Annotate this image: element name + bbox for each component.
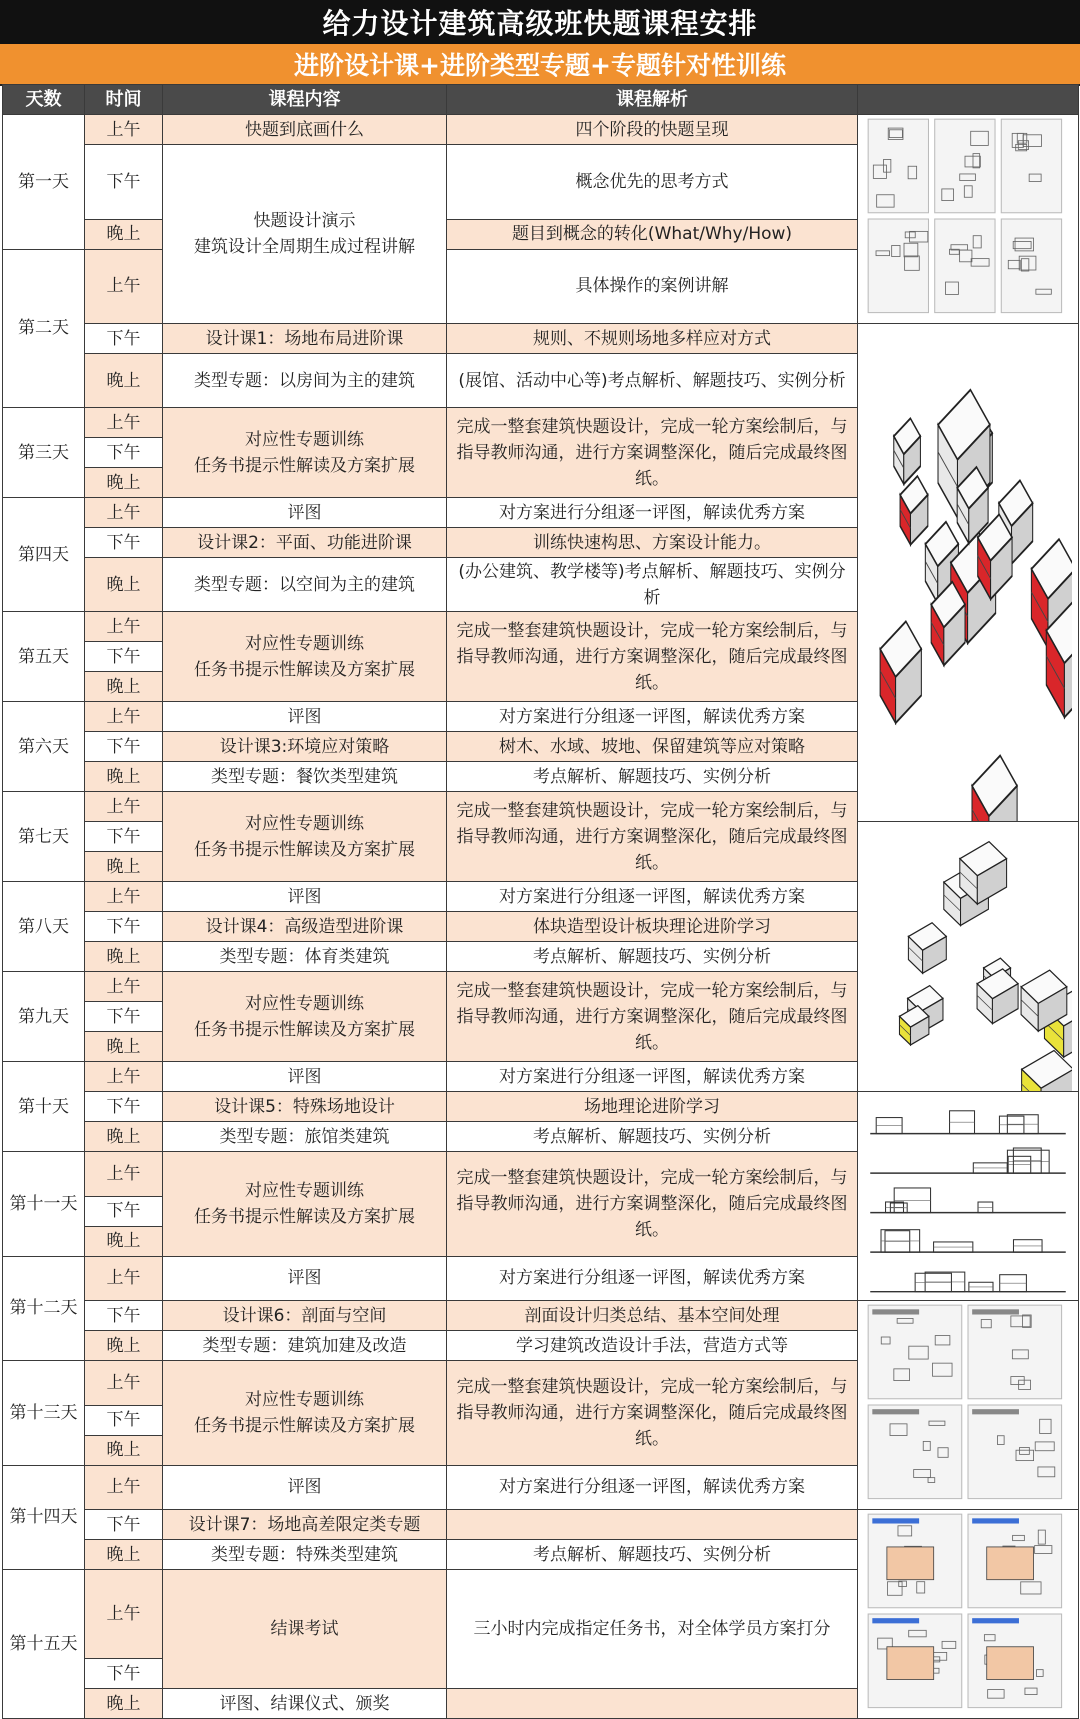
time-slot: 上午 bbox=[85, 882, 163, 912]
page-subtitle: 进阶设计课+进阶类型专题+专题针对性训练 bbox=[0, 44, 1080, 86]
time-slot: 晚上 bbox=[85, 762, 163, 792]
time-slot: 晚上 bbox=[85, 1689, 163, 1719]
course-analysis: 对方案进行分组逐一评图，解读优秀方案 bbox=[447, 1062, 858, 1092]
time-slot: 下午 bbox=[85, 1092, 163, 1122]
course-analysis: 树木、水域、坡地、保留建筑等应对策略 bbox=[447, 732, 858, 762]
time-slot: 上午 bbox=[85, 115, 163, 145]
course-content: 设计课1：场地布局进阶课 bbox=[163, 324, 447, 354]
time-slot: 上午 bbox=[85, 792, 163, 822]
course-content: 类型专题：餐饮类型建筑 bbox=[163, 762, 447, 792]
sketch-image-sections bbox=[858, 1092, 1079, 1301]
course-analysis: (展馆、活动中心等)考点解析、解题技巧、实例分析 bbox=[447, 354, 858, 408]
course-analysis: 剖面设计归类总结、基本空间处理 bbox=[447, 1301, 858, 1331]
day-label: 第十五天 bbox=[3, 1570, 85, 1719]
course-analysis: (办公建筑、教学楼等)考点解析、解题技巧、实例分析 bbox=[447, 558, 858, 612]
time-slot: 晚上 bbox=[85, 1331, 163, 1361]
course-content: 设计课7：场地高差限定类专题 bbox=[163, 1510, 447, 1540]
table-row bbox=[3, 324, 1079, 354]
course-content: 评图 bbox=[163, 1256, 447, 1301]
course-analysis: 四个阶段的快题呈现 bbox=[447, 115, 858, 145]
course-content: 对应性专题训练 任务书提示性解读及方案扩展 bbox=[163, 792, 447, 882]
course-analysis: 训练快速构思、方案设计能力。 bbox=[447, 528, 858, 558]
course-analysis: 完成一整套建筑快题设计，完成一轮方案绘制后，与指导教师沟通，进行方案调整深化，随后完成最终图纸。 bbox=[447, 408, 858, 498]
course-analysis: 完成一整套建筑快题设计，完成一轮方案绘制后，与指导教师沟通，进行方案调整深化，随后完成最终图纸。 bbox=[447, 1361, 858, 1466]
time-slot: 下午 bbox=[85, 1510, 163, 1540]
time-slot: 下午 bbox=[85, 642, 163, 672]
course-analysis: 对方案进行分组逐一评图，解读优秀方案 bbox=[447, 1256, 858, 1301]
course-content: 评图、结课仪式、颁奖 bbox=[163, 1689, 447, 1719]
course-content: 设计课3:环境应对策略 bbox=[163, 732, 447, 762]
schedule-table bbox=[2, 84, 1079, 1719]
course-analysis: 题目到概念的转化(What/Why/How) bbox=[447, 219, 858, 249]
time-slot: 晚上 bbox=[85, 1540, 163, 1570]
architecture-sketch-icon bbox=[864, 324, 1072, 821]
course-analysis: 体块造型设计板块理论进阶学习 bbox=[447, 912, 858, 942]
course-analysis: 考点解析、解题技巧、实例分析 bbox=[447, 762, 858, 792]
day-label: 第五天 bbox=[3, 612, 85, 702]
day-label: 第三天 bbox=[3, 408, 85, 498]
architecture-sketch-icon bbox=[864, 115, 1072, 323]
time-slot: 上午 bbox=[85, 1570, 163, 1659]
course-analysis: 概念优先的思考方式 bbox=[447, 145, 858, 220]
course-content: 设计课5：特殊场地设计 bbox=[163, 1092, 447, 1122]
course-analysis: 完成一整套建筑快题设计，完成一轮方案绘制后，与指导教师沟通，进行方案调整深化，随后完成最终图纸。 bbox=[447, 612, 858, 702]
table-row bbox=[3, 1092, 1079, 1122]
course-analysis: 对方案进行分组逐一评图，解读优秀方案 bbox=[447, 882, 858, 912]
sketch-image-sketch-yellow bbox=[858, 822, 1079, 1092]
time-slot: 上午 bbox=[85, 498, 163, 528]
time-slot: 下午 bbox=[85, 1002, 163, 1032]
time-slot: 晚上 bbox=[85, 1226, 163, 1256]
course-content: 类型专题：以空间为主的建筑 bbox=[163, 558, 447, 612]
day-label: 第十天 bbox=[3, 1062, 85, 1152]
day-label: 第十三天 bbox=[3, 1361, 85, 1466]
course-content: 评图 bbox=[163, 882, 447, 912]
time-slot: 上午 bbox=[85, 1062, 163, 1092]
course-content: 评图 bbox=[163, 1465, 447, 1510]
course-content: 对应性专题训练 任务书提示性解读及方案扩展 bbox=[163, 1152, 447, 1257]
time-slot: 上午 bbox=[85, 1152, 163, 1197]
course-content: 对应性专题训练 任务书提示性解读及方案扩展 bbox=[163, 1361, 447, 1466]
course-analysis: 三小时内完成指定任务书，对全体学员方案打分 bbox=[447, 1570, 858, 1689]
course-analysis: 完成一整套建筑快题设计，完成一轮方案绘制后，与指导教师沟通，进行方案调整深化，随后完成最终图纸。 bbox=[447, 972, 858, 1062]
day-label: 第八天 bbox=[3, 882, 85, 972]
course-analysis: 对方案进行分组逐一评图，解读优秀方案 bbox=[447, 1465, 858, 1510]
time-slot: 上午 bbox=[85, 702, 163, 732]
day-label: 第十二天 bbox=[3, 1256, 85, 1361]
course-content: 类型专题：体育类建筑 bbox=[163, 942, 447, 972]
time-slot: 晚上 bbox=[85, 558, 163, 612]
day-label: 第九天 bbox=[3, 972, 85, 1062]
time-slot: 上午 bbox=[85, 408, 163, 438]
header-time: 时间 bbox=[85, 85, 163, 115]
course-content: 设计课2：平面、功能进阶课 bbox=[163, 528, 447, 558]
course-analysis: 规则、不规则场地多样应对方式 bbox=[447, 324, 858, 354]
time-slot: 上午 bbox=[85, 1361, 163, 1406]
time-slot: 上午 bbox=[85, 1465, 163, 1510]
time-slot: 下午 bbox=[85, 732, 163, 762]
time-slot: 下午 bbox=[85, 1196, 163, 1226]
course-analysis: 具体操作的案例讲解 bbox=[447, 249, 858, 324]
sketch-image-sheets bbox=[858, 1301, 1079, 1510]
course-analysis: 场地理论进阶学习 bbox=[447, 1092, 858, 1122]
course-content: 设计课4：高级造型进阶课 bbox=[163, 912, 447, 942]
course-content: 结课考试 bbox=[163, 1570, 447, 1689]
header-day: 天数 bbox=[3, 85, 85, 115]
course-content: 评图 bbox=[163, 498, 447, 528]
course-content: 类型专题：旅馆类建筑 bbox=[163, 1122, 447, 1152]
course-analysis: 对方案进行分组逐一评图，解读优秀方案 bbox=[447, 702, 858, 732]
course-content: 评图 bbox=[163, 702, 447, 732]
course-content: 快题设计演示 建筑设计全周期生成过程讲解 bbox=[163, 145, 447, 324]
course-content: 类型专题：以房间为主的建筑 bbox=[163, 354, 447, 408]
time-slot: 下午 bbox=[85, 1301, 163, 1331]
course-content: 类型专题：特殊类型建筑 bbox=[163, 1540, 447, 1570]
course-content: 对应性专题训练 任务书提示性解读及方案扩展 bbox=[163, 612, 447, 702]
architecture-sketch-icon bbox=[864, 822, 1072, 1091]
time-slot: 下午 bbox=[85, 528, 163, 558]
time-slot: 下午 bbox=[85, 912, 163, 942]
course-content: 类型专题：建筑加建及改造 bbox=[163, 1331, 447, 1361]
time-slot: 晚上 bbox=[85, 1122, 163, 1152]
course-analysis: 对方案进行分组逐一评图，解读优秀方案 bbox=[447, 498, 858, 528]
time-slot: 下午 bbox=[85, 1659, 163, 1689]
sketch-image-sheets-color bbox=[858, 1510, 1079, 1719]
header-content: 课程内容 bbox=[163, 85, 447, 115]
time-slot: 下午 bbox=[85, 822, 163, 852]
time-slot: 上午 bbox=[85, 972, 163, 1002]
course-content: 设计课6：剖面与空间 bbox=[163, 1301, 447, 1331]
sketch-image-plans bbox=[858, 115, 1079, 324]
course-analysis: 完成一整套建筑快题设计，完成一轮方案绘制后，与指导教师沟通，进行方案调整深化，随后完成最终图纸。 bbox=[447, 792, 858, 882]
table-row bbox=[3, 115, 1079, 145]
time-slot: 晚上 bbox=[85, 1032, 163, 1062]
course-content: 对应性专题训练 任务书提示性解读及方案扩展 bbox=[163, 408, 447, 498]
time-slot: 晚上 bbox=[85, 468, 163, 498]
time-slot: 下午 bbox=[85, 1405, 163, 1435]
course-analysis: 学习建筑改造设计手法，营造方式等 bbox=[447, 1331, 858, 1361]
time-slot: 上午 bbox=[85, 1256, 163, 1301]
course-analysis: 考点解析、解题技巧、实例分析 bbox=[447, 942, 858, 972]
time-slot: 晚上 bbox=[85, 1435, 163, 1465]
header-row bbox=[3, 85, 1079, 115]
time-slot: 下午 bbox=[85, 324, 163, 354]
time-slot: 上午 bbox=[85, 612, 163, 642]
day-label: 第一天 bbox=[3, 115, 85, 250]
course-analysis bbox=[447, 1510, 858, 1540]
architecture-sketch-icon bbox=[864, 1301, 1072, 1509]
architecture-sketch-icon bbox=[864, 1092, 1072, 1300]
course-content: 评图 bbox=[163, 1062, 447, 1092]
day-label: 第四天 bbox=[3, 498, 85, 612]
course-content: 快题到底画什么 bbox=[163, 115, 447, 145]
time-slot: 晚上 bbox=[85, 852, 163, 882]
time-slot: 下午 bbox=[85, 438, 163, 468]
course-analysis: 完成一整套建筑快题设计，完成一轮方案绘制后，与指导教师沟通，进行方案调整深化，随后完成最终图纸。 bbox=[447, 1152, 858, 1257]
day-label: 第二天 bbox=[3, 249, 85, 408]
page-title: 给力设计建筑高级班快题课程安排 bbox=[0, 0, 1080, 44]
day-label: 第七天 bbox=[3, 792, 85, 882]
table-row bbox=[3, 1510, 1079, 1540]
time-slot: 晚上 bbox=[85, 672, 163, 702]
header-image bbox=[858, 85, 1079, 115]
day-label: 第十四天 bbox=[3, 1465, 85, 1570]
time-slot: 上午 bbox=[85, 249, 163, 324]
course-analysis: 考点解析、解题技巧、实例分析 bbox=[447, 1122, 858, 1152]
time-slot: 晚上 bbox=[85, 942, 163, 972]
header-analysis: 课程解析 bbox=[447, 85, 858, 115]
course-analysis: 考点解析、解题技巧、实例分析 bbox=[447, 1540, 858, 1570]
course-content: 对应性专题训练 任务书提示性解读及方案扩展 bbox=[163, 972, 447, 1062]
sketch-image-sketch-red bbox=[858, 324, 1079, 822]
time-slot: 晚上 bbox=[85, 354, 163, 408]
time-slot: 下午 bbox=[85, 145, 163, 220]
day-label: 第六天 bbox=[3, 702, 85, 792]
table-row bbox=[3, 1301, 1079, 1331]
time-slot: 晚上 bbox=[85, 219, 163, 249]
day-label: 第十一天 bbox=[3, 1152, 85, 1257]
course-analysis bbox=[447, 1689, 858, 1719]
architecture-sketch-icon bbox=[864, 1510, 1072, 1718]
